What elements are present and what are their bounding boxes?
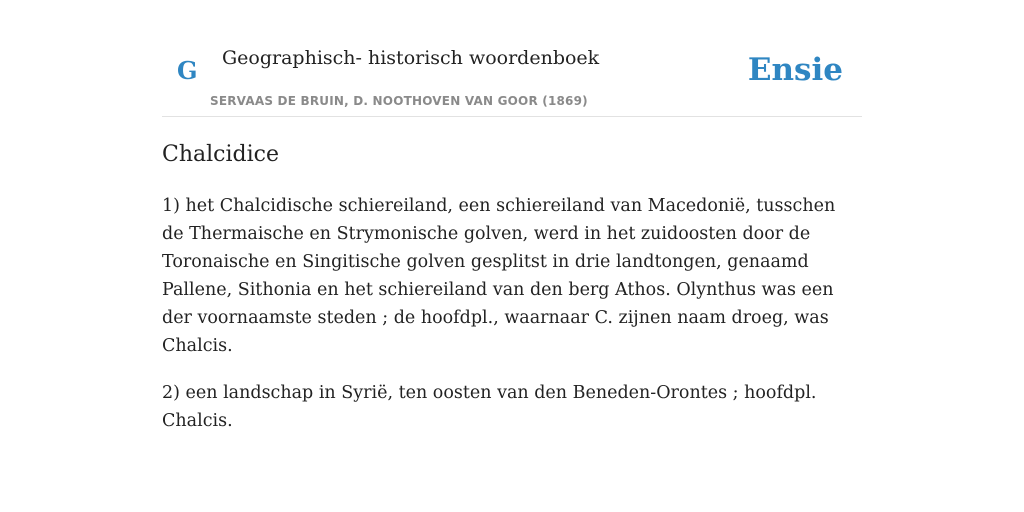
- book-author-meta: SERVAAS DE BRUIN, D. NOOTHOVEN VAN GOOR (1869): [210, 94, 588, 108]
- definition-2: 2) een landschap in Syrië, ten oosten van den Beneden-Orontes ; hoofdpl. Chalcis.: [162, 383, 817, 431]
- book-header: [162, 0, 862, 117]
- dictionary-entry: [162, 136, 862, 435]
- definition-1: 1) het Chalcidische schiereiland, een schiereiland van Macedonië, tusschen de Thermaische en Strymonische golven, werd in het zuidoosten door de Toronaische en Singitische golven gesplitst in drie landtongen, genaamd Pallene, Sithonia en het schiereiland van den berg Athos. Olynthus was een der voornaamste steden ; de hoofdpl., waarnaar C. zijnen naam droeg, was Chalcis.: [162, 196, 836, 356]
- entry-title: Chalcidice: [162, 142, 279, 167]
- ensie-logo[interactable]: Ensie: [747, 52, 843, 88]
- book-letter-icon[interactable]: G: [177, 56, 198, 85]
- book-title-link[interactable]: Geographisch- historisch woordenboek: [222, 47, 600, 69]
